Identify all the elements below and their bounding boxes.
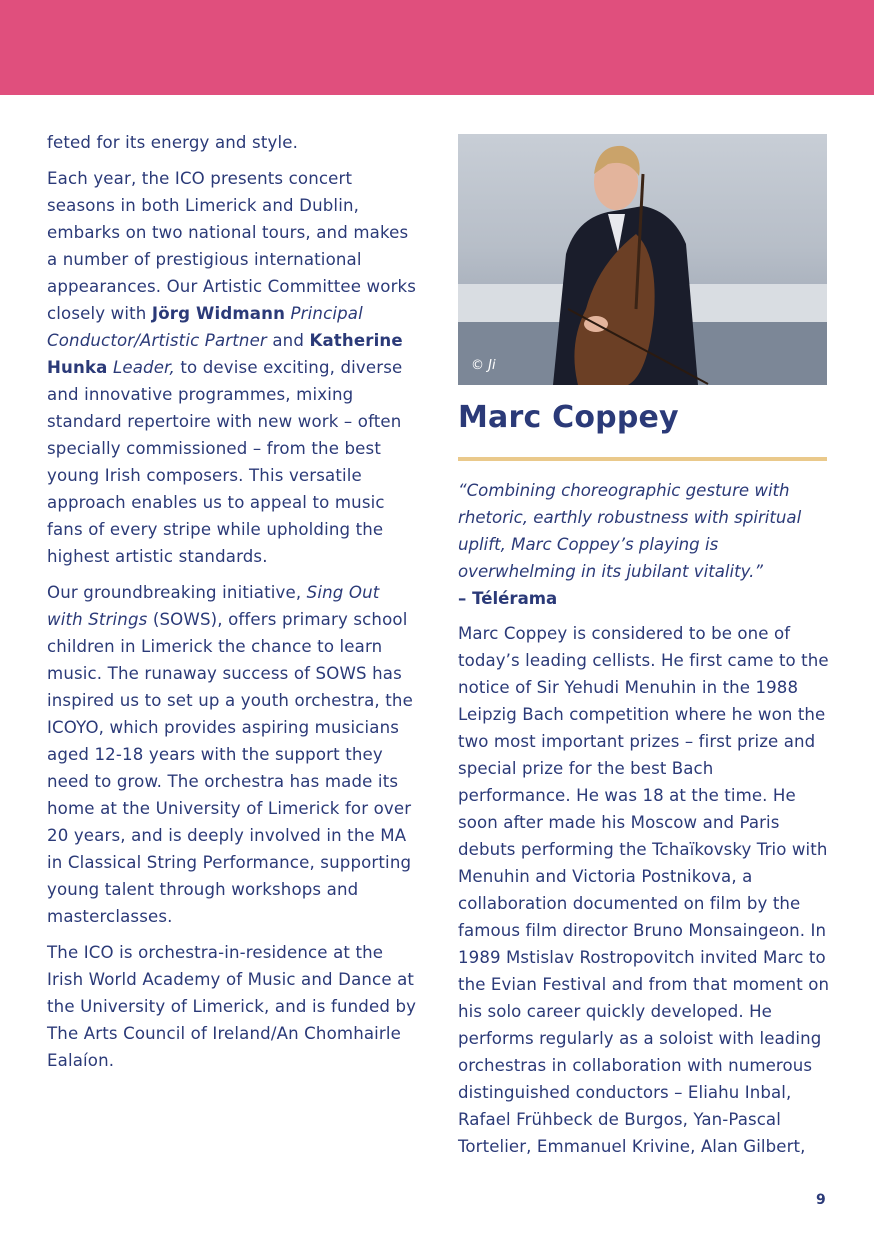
artist-biography: Marc Coppey is considered to be one of today’s leading cellists. He first came to the notice of Sir Yehudi Menuhin in the 1988 Leipzig Bach competition where he won the two most important prizes – first prize and special prize for the best Bach performance. He was 18 at the time. He soon after made his Moscow and Paris debuts performing the Tchaïkovsky Trio with Menuhin and Victoria Postnikova, a collaboration documented on film by the famous film director Bruno Monsaingeon. In 1989 Mstislav Rostropovitch invited Marc to the Evian Festival and from that moment on his solo career quickly developed. He performs regularly as a soloist with leading orchestras in collaboration with numerous distinguished conductors – Eliahu Inbal, Rafael Frühbeck de Burgos, Yan-Pascal Tortelier, Emmanuel Krivine, Alan Gilbert, — [458, 624, 830, 1156]
sows-title: Sing Out with Strings — [47, 583, 380, 629]
artist-name: Marc Coppey — [458, 400, 679, 435]
seasons-text-b: to devise exciting, diverse and innovative programmes, mixing standard repertoire with new work – often specially commissioned – from the best young Irish composers. This versatile approach enables us to appeal to music fans of every stripe while upholding the highest artistic standards. — [47, 358, 403, 566]
conductor-role: Principal Conductor/Artistic Partner — [47, 304, 363, 350]
header-bar — [0, 0, 874, 95]
quote-source: – Télérama — [458, 589, 558, 608]
sows-rest: (SOWS), offers primary school children in Limerick the chance to learn music. The runaway success of SOWS has inspired us to set up a youth orchestra, the ICOYO, which provides aspiring musicians aged 12-18 years with the support they need to grow. The orchestra has made its home at the University of Limerick for over 20 years, and is deeply involved in the MA in Classical String Performance, supporting young talent through workshops and masterclasses. — [47, 610, 413, 926]
seasons-and: and — [266, 331, 310, 350]
cellist-illustration — [458, 134, 827, 385]
cellist-photo — [458, 134, 827, 385]
paragraph-sows — [47, 579, 419, 930]
left-column — [47, 129, 419, 1083]
page-number: 9 — [816, 1192, 826, 1208]
paragraph-residence: The ICO is orchestra-in-residence at the Irish World Academy of Music and Dance at the University of Limerick, and is funded by The Arts Council of Ireland/An Chomhairle Ealaíon. — [47, 943, 417, 1070]
paragraph-intro-end: feted for its energy and style. — [47, 133, 299, 152]
paragraph-seasons — [47, 165, 419, 570]
heading-rule — [458, 457, 827, 461]
press-quote — [458, 477, 830, 612]
leader-name: Katherine Hunka — [47, 331, 403, 377]
photo-credit: © Ji — [471, 358, 496, 373]
leader-role: Leader, — [112, 358, 175, 377]
sows-lead: Our groundbreaking initiative, — [47, 583, 307, 602]
seasons-text-a: Each year, the ICO presents concert seasons in both Limerick and Dublin, embarks on two national tours, and makes a number of prestigious international appearances. Our Artistic Committee works closely with — [47, 169, 417, 323]
quote-text: “Combining choreographic gesture with rhetoric, earthly robustness with spiritual uplift, Marc Coppey’s playing is overwhelming in its jubilant vitality.” — [458, 481, 802, 581]
conductor-name: Jörg Widmann — [151, 304, 286, 323]
